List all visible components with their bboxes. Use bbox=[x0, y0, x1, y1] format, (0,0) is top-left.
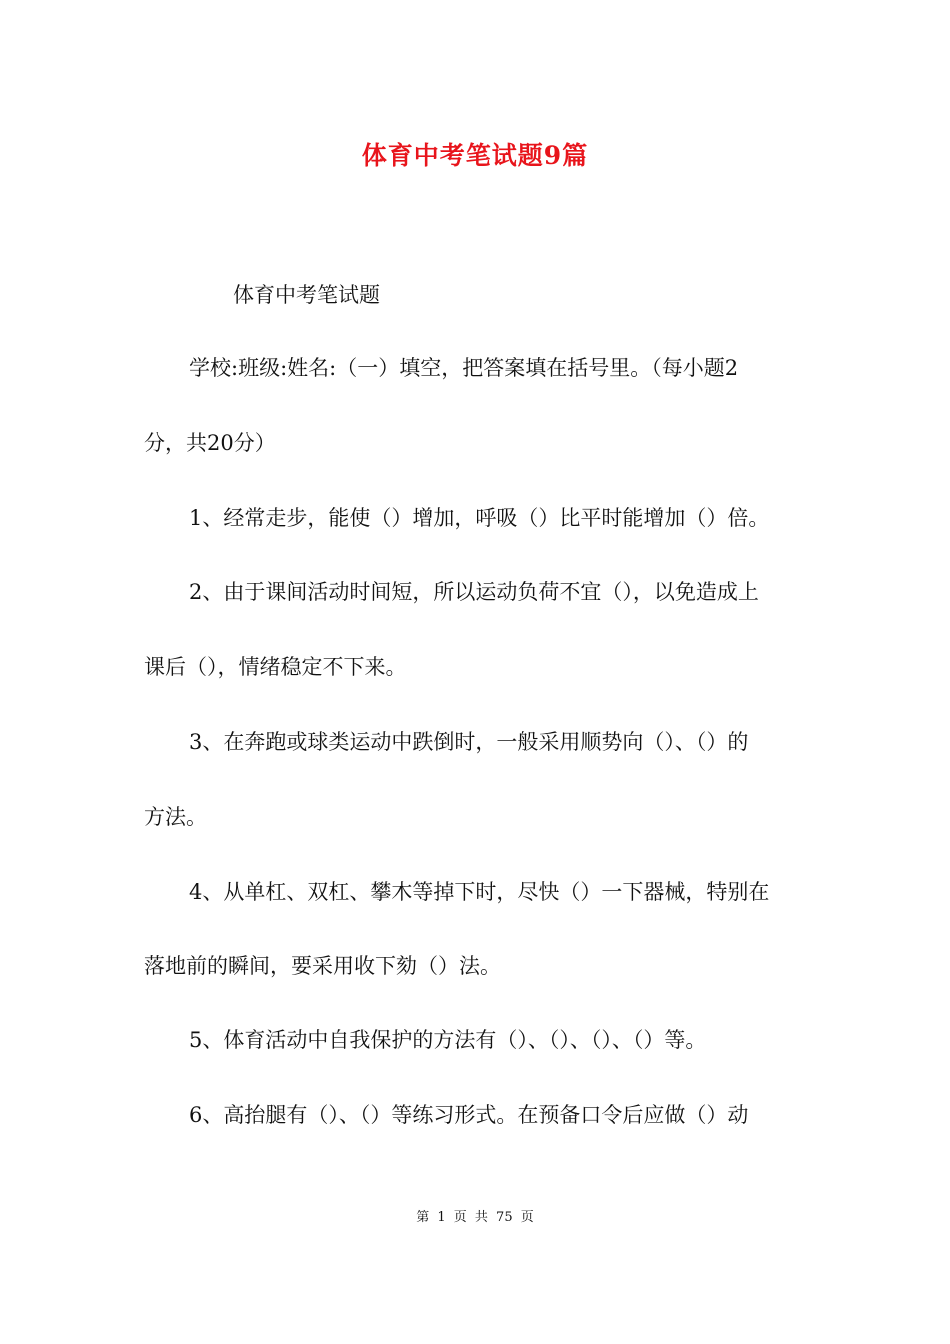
question-line: 方法。 bbox=[144, 805, 207, 829]
paragraph-line: 学校:班级:姓名:（一）填空，把答案填在括号里。（每小题2 bbox=[189, 356, 739, 380]
page-number-footer: 第 1 页 共 75 页 bbox=[416, 1210, 534, 1225]
question-line: 2、由于课间活动时间短，所以运动负荷不宜（），以免造成上 bbox=[189, 580, 759, 604]
document-title: 体育中考笔试题9篇 bbox=[361, 141, 589, 170]
question-line: 4、从单杠、双杠、攀木等掉下时，尽快（）一下器械，特别在 bbox=[189, 880, 770, 904]
question-line: 课后（），情绪稳定不下来。 bbox=[144, 655, 407, 679]
question-line: 5、体育活动中自我保护的方法有（）、（）、（）、（）等。 bbox=[189, 1028, 707, 1052]
paragraph-line: 分，共20分） bbox=[144, 431, 276, 455]
section-subtitle: 体育中考笔试题 bbox=[233, 283, 380, 307]
question-line: 6、高抬腿有（）、（）等练习形式。在预备口令后应做（）动 bbox=[189, 1103, 749, 1127]
question-line: 落地前的瞬间，要采用收下劾（）法。 bbox=[144, 954, 501, 978]
question-line: 1、经常走步，能使（）增加，呼吸（）比平时能增加（）倍。 bbox=[189, 506, 770, 530]
question-line: 3、在奔跑或球类运动中跌倒时，一般采用顺势向（）、（）的 bbox=[189, 730, 749, 754]
